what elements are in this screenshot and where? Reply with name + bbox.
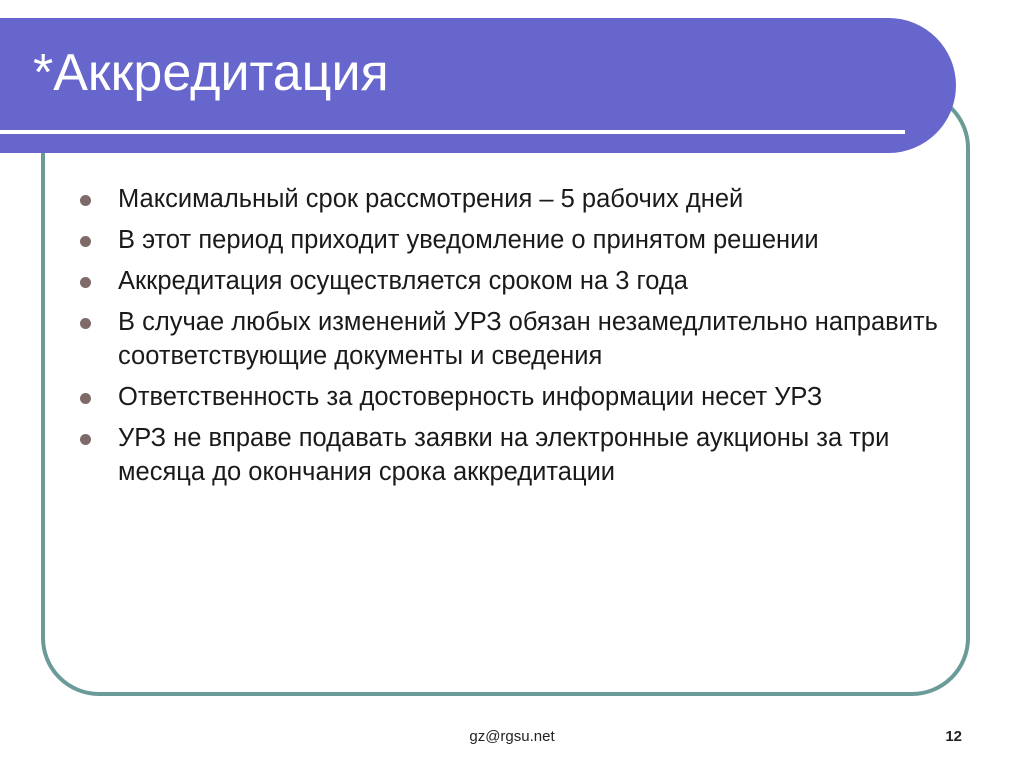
bullet-item (80, 380, 950, 414)
bullet-text: Аккредитация осуществляется сроком на 3 года (118, 267, 688, 295)
bullet-dot-icon (80, 277, 91, 288)
bullet-item (80, 264, 950, 298)
bullet-text: УРЗ не вправе подавать заявки на электронные аукционы за три месяца до окончания срока аккредитации (118, 424, 890, 486)
bullet-dot-icon (80, 195, 91, 206)
bullet-text: В этот период приходит уведомление о принятом решении (118, 226, 819, 254)
bullet-item (80, 421, 950, 489)
title-divider (0, 130, 905, 134)
bullet-dot-icon (80, 236, 91, 247)
bullet-item (80, 182, 950, 216)
bullet-dot-icon (80, 318, 91, 329)
bullet-item (80, 223, 950, 257)
bullet-text: Максимальный срок рассмотрения – 5 рабочих дней (118, 185, 744, 213)
slide-title: *Аккредитация (33, 44, 389, 102)
bullet-item (80, 305, 950, 373)
bullet-list (80, 182, 950, 496)
page-number: 12 (945, 728, 962, 745)
footer-email: gz@rgsu.net (469, 728, 555, 745)
bullet-dot-icon (80, 434, 91, 445)
bullet-text: В случае любых изменений УРЗ обязан незамедлительно направить соответствующие документы и сведения (118, 308, 938, 370)
bullet-dot-icon (80, 393, 91, 404)
bullet-text: Ответственность за достоверность информации несет УРЗ (118, 383, 823, 411)
